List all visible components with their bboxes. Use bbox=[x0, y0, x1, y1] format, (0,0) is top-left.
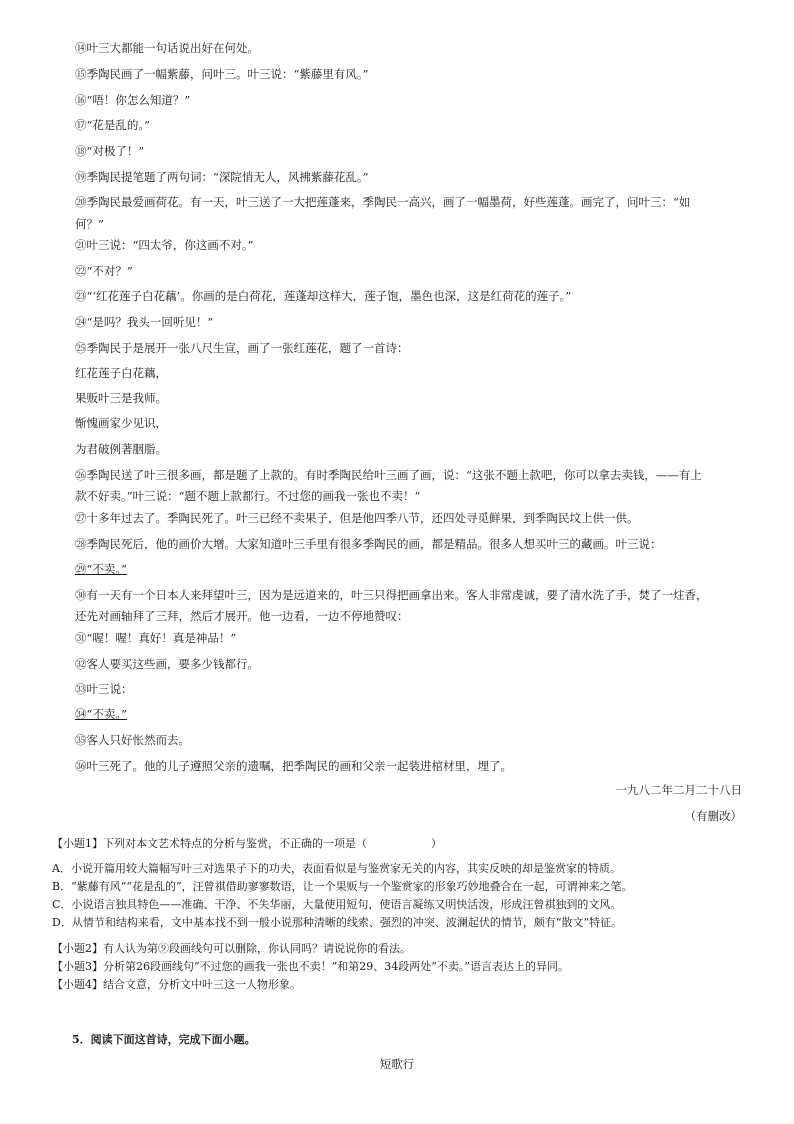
question-1-stem-close: ） bbox=[431, 837, 442, 850]
paragraph-22: ㉒“不对？” bbox=[75, 264, 133, 278]
paragraph-31: ㉛“喔！喔！真好！真是神品！” bbox=[75, 631, 237, 645]
paragraph-14: ⑭叶三大都能一句话说出好在何处。 bbox=[75, 41, 259, 55]
paragraph-16: ⑯“唔！你怎么知道？” bbox=[75, 93, 191, 107]
paragraph-28: ㉘季陶民死后，他的画价大增。大家知道叶三手里有很多季陶民的画，都是精品。很多人想买叶三的藏画。叶三说： bbox=[75, 537, 662, 551]
paragraph-30-line2: 还先对画轴拜了三拜，然后才展开。他一边看，一边不停地赞叹： bbox=[75, 609, 409, 623]
poem-line-2: 果贩叶三是我师。 bbox=[75, 391, 167, 405]
paragraph-34-underlined: ㉞“不卖。” bbox=[75, 707, 128, 721]
paragraph-27: ㉗十多年过去了。季陶民死了。叶三已经不卖果子，但是他四季八节，还四处寻觅鲜果，到季陶民坟上供一供。 bbox=[75, 511, 639, 525]
date-line: 一九八二年二月二十八日 bbox=[615, 783, 742, 797]
poem-line-3: 惭愧画家少见识， bbox=[75, 416, 167, 430]
question-1-option-d: D．从情节和结构来看，文中基本找不到一般小说那种清晰的线索、强烈的冲突、波澜起伏的情节，颇有“散文”特征。 bbox=[52, 916, 623, 929]
paragraph-33: ㉝叶三说： bbox=[75, 682, 133, 696]
question-2: 【小题2】有人认为第⑨段画线句可以删除，你认同吗？请说说你的看法。 bbox=[52, 942, 411, 955]
edit-note: （有删改） bbox=[684, 809, 742, 823]
paragraph-36: ㊱叶三死了。他的儿子遵照父亲的遗嘱，把季陶民的画和父亲一起装进棺材里，埋了。 bbox=[75, 759, 512, 773]
question-1-stem bbox=[52, 835, 752, 853]
paragraph-20-line2: 何？” bbox=[75, 217, 104, 231]
paragraph-24: ㉔“是吗？我头一回听见！” bbox=[75, 315, 214, 329]
question-1-option-a: A．小说开篇用较大篇幅写叶三对选果子下的功夫，表面看似是与鉴赏家无关的内容，其实反映的却是鉴赏家的特质。 bbox=[52, 862, 621, 875]
paragraph-32: ㉜客人要买这些画，要多少钱都行。 bbox=[75, 657, 259, 671]
paragraph-29-underlined: ㉙“不卖。” bbox=[75, 562, 128, 576]
section-5-heading: 5．阅读下面这首诗，完成下面小题。 bbox=[72, 1033, 256, 1046]
poem-line-4: 为君破例著胭脂。 bbox=[75, 442, 167, 456]
question-3: 【小题3】分析第26段画线句“不过您的画我一张也不卖！”和第29、34段两处“不卖。”语言表达上的异同。 bbox=[52, 960, 569, 973]
poem-line-1: 红花莲子白花藕， bbox=[75, 366, 167, 380]
question-1-option-c: C．小说语言独具特色——准确、干净、不失华丽，大量使用短句，使语言凝练又明快活泼，形成汪曾祺独到的文风。 bbox=[52, 898, 622, 911]
paragraph-18: ⑱“对极了！” bbox=[75, 144, 145, 158]
paragraph-35: ㉟客人只好怅然而去。 bbox=[75, 733, 190, 747]
paragraph-23: ㉓“‘红花莲子白花藕’。你画的是白荷花，莲蓬却这样大，莲子饱，墨色也深，这是红荷花的莲子。” bbox=[75, 289, 572, 303]
question-4: 【小题4】结合文意，分析文中叶三这一人物形象。 bbox=[52, 978, 301, 991]
paragraph-20-line1: ⑳季陶民最爱画荷花。有一天，叶三送了一大把莲蓬来，季陶民一高兴，画了一幅墨荷，好些莲蓬。画完了，问叶三：“如 bbox=[75, 195, 691, 209]
paragraph-15: ⑮季陶民画了一幅紫藤，问叶三。叶三说：“紫藤里有风。” bbox=[75, 67, 369, 81]
paragraph-19: ⑲季陶民提笔题了两句词：“深院悄无人，风拂紫藤花乱。” bbox=[75, 170, 369, 184]
paragraph-26-line1: ㉖季陶民送了叶三很多画，都是题了上款的。有时季陶民给叶三画了画，说：“这张不题上款吧，你可以拿去卖钱，——有上 bbox=[75, 468, 702, 482]
paragraph-25: ㉕季陶民于是展开一张八尺生宣，画了一张红莲花，题了一首诗： bbox=[75, 341, 409, 355]
question-1-option-b: B．“紫藤有风”“花是乱的”，汪曾祺借助寥寥数语，让一个果贩与一个鉴赏家的形象巧妙地叠合在一起，可谓神来之笔。 bbox=[52, 880, 633, 893]
paragraph-17: ⑰“花是乱的。” bbox=[75, 118, 151, 132]
paragraph-30-line1: ㉚有一天有一个日本人来拜望叶三，因为是远道来的，叶三只得把画拿出来。客人非常虔诚，要了清水洗了手，焚了一炷香， bbox=[75, 588, 708, 602]
poem-title: 短歌行 bbox=[379, 1057, 415, 1071]
paragraph-26-line2: 款不好卖。”叶三说：“题不题上款都行。不过您的画我一张也不卖！” bbox=[75, 489, 421, 503]
paragraph-21: ㉑叶三说：“四太爷，你这画不对。” bbox=[75, 238, 254, 252]
question-1-stem-open: 【小题1】下列对本文艺术特点的分析与鉴赏，不正确的一项是（ bbox=[52, 837, 367, 850]
